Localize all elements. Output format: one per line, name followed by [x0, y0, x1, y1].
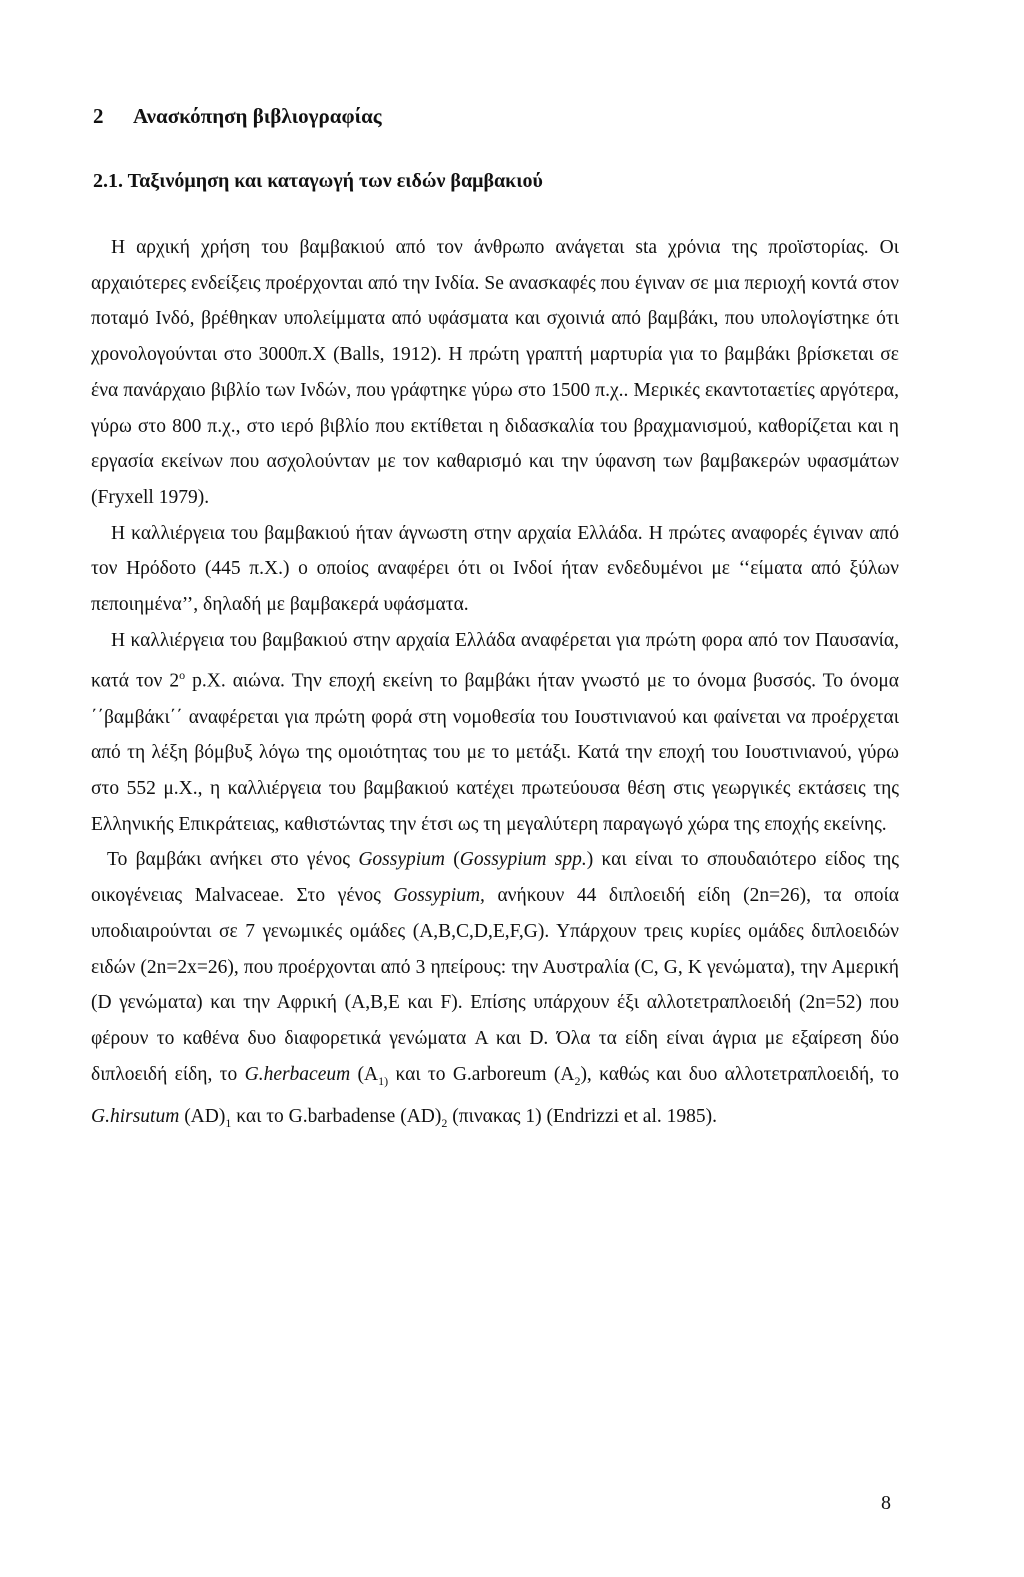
paragraph-4: Το βαμβάκι ανήκει στο γένος Gossypium (Gossypium spp.) και είναι το σπουδαιότερο είδος της οικογένειας Malvaceae. Στο γένος Gossypium, ανήκουν 44 διπλοειδή είδη (2n=26), τα οποία υποδιαιρούνται σε 7 γενωμικές ομάδες (A,B,C,D,E,F,G). Υπάρχουν τρεις κυρίες ομάδες διπλοειδών ειδών (2n=2x=26), που προέρχονται από 3 ηπείρους: την Αυστραλία (C, G, K γενώματα), την Αμερική (D γενώματα) και την Αφρική (A,B,E και F). Επίσης υπάρχουν έξι αλλοτετραπλοειδή (2n=52) που φέρουν το καθένα δυο διαφορετικά γενώματα A και D. Όλα τα είδη είναι άγρια με εξαίρεση δύο διπλοειδή είδη, το G.herbaceum ($A_{1)}$ και το G.arboreum $(A_2)$, καθώς και δυο αλλοτετραπλοειδή, το G.hirsutum $(AD)_1$ και το G.barbadense $(AD)_2$ (πινακας 1) (Endrizzi et al. 1985). — [91, 849, 899, 1131]
page-number: 8 — [881, 1492, 891, 1514]
subscript: 2 — [441, 1116, 448, 1131]
chapter-heading — [93, 104, 382, 129]
species-name: Gossypium, — [393, 885, 485, 907]
subscript: 1 — [225, 1116, 232, 1131]
paragraph-3: Η καλλιέργεια του βαμβακιού στην αρχαία Ελλάδα αναφέρεται για πρώτη φορα από τον Παυσανία, κατά τον 2$^o$ p.Χ. αιώνα. Την εποχή εκείνη το βαμβάκι ήταν γνωστό με το όνομα βυσσός. Το όνομα ΄΄βαμβάκι΄΄ αναφέρεται για πρώτη φορά στη νομοθεσία του Ιουστινιανού και φαίνεται να προέρχεται από τη λέξη βόμβυξ λόγω της ομοιότητας του με το μετάξι. Κατά την εποχή του Ιουστινιανού, γύρω στο 552 μ.Χ., η καλλιέργεια του βαμβακιού κατέχει πρωτεύουσα θέση στις γεωργικές εκτάσεις της Ελληνικής Επικράτειας, καθιστώντας την έτσι ως τη μεγαλύτερη παραγωγό χώρα της εποχής εκείνης. — [91, 629, 899, 835]
chapter-title: Ανασκόπηση βιβλιογραφίας — [133, 104, 382, 128]
species-name: Gossypium spp. — [459, 849, 587, 871]
species-name: G.hirsutum — [91, 1106, 180, 1128]
section-heading: 2.1. Ταξινόμηση και καταγωγή των ειδών βαμβακιού — [93, 170, 543, 192]
subscript: 1) — [378, 1073, 389, 1088]
paragraph-1: Η αρχική χρήση του βαμβακιού από τον άνθρωπο ανάγεται sta χρόνια της προϊστορίας. Οι αρχαιότερες ενδείξεις προέρχονται από την Ινδία. Se ανασκαφές που έγιναν σε μια περιοχή κοντά στον ποταμό Ινδό, βρέθηκαν υπολείμματα από υφάσματα και σχοινιά από βαμβάκι, που υπολογίστηκε ότι χρονολογούνται στο 3000π.Χ (Balls, 1912). Η πρώτη γραπτή μαρτυρία για το βαμβάκι βρίσκεται σε ένα πανάρχαιο βιβλίο των Ινδών, που γράφτηκε γύρω στο 1500 π.χ.. Μερικές εκαντοταετίες αργότερα, γύρω στο 800 π.χ., στο ιερό βιβλίο που εκτίθεται η διδασκαλία του βραχμανισμού, καθορίζεται και η εργασία εκείνων που ασχολούνταν με τον καθαρισμό και την ύφανση των βαμβακερών υφασμάτων (Fryxell 1979). — [91, 237, 899, 508]
superscript: o — [179, 668, 186, 683]
subscript: 2 — [574, 1073, 581, 1088]
species-name: G.herbaceum — [244, 1063, 351, 1085]
paragraph-2: Η καλλιέργεια του βαμβακιού ήταν άγνωστη στην αρχαία Ελλάδα. Η πρώτες αναφορές έγιναν από τον Ηρόδοτο (445 π.Χ.) ο οποίος αναφέρει ότι οι Ινδοί ήταν ενδεδυμένοι με ‘‘είματα από ξύλων πεποιημένα’’, δηλαδή με βαμβακερά υφάσματα. — [91, 522, 899, 616]
body-text — [91, 230, 899, 1142]
species-name: Gossypium — [358, 849, 445, 871]
chapter-number: 2 — [93, 104, 104, 128]
